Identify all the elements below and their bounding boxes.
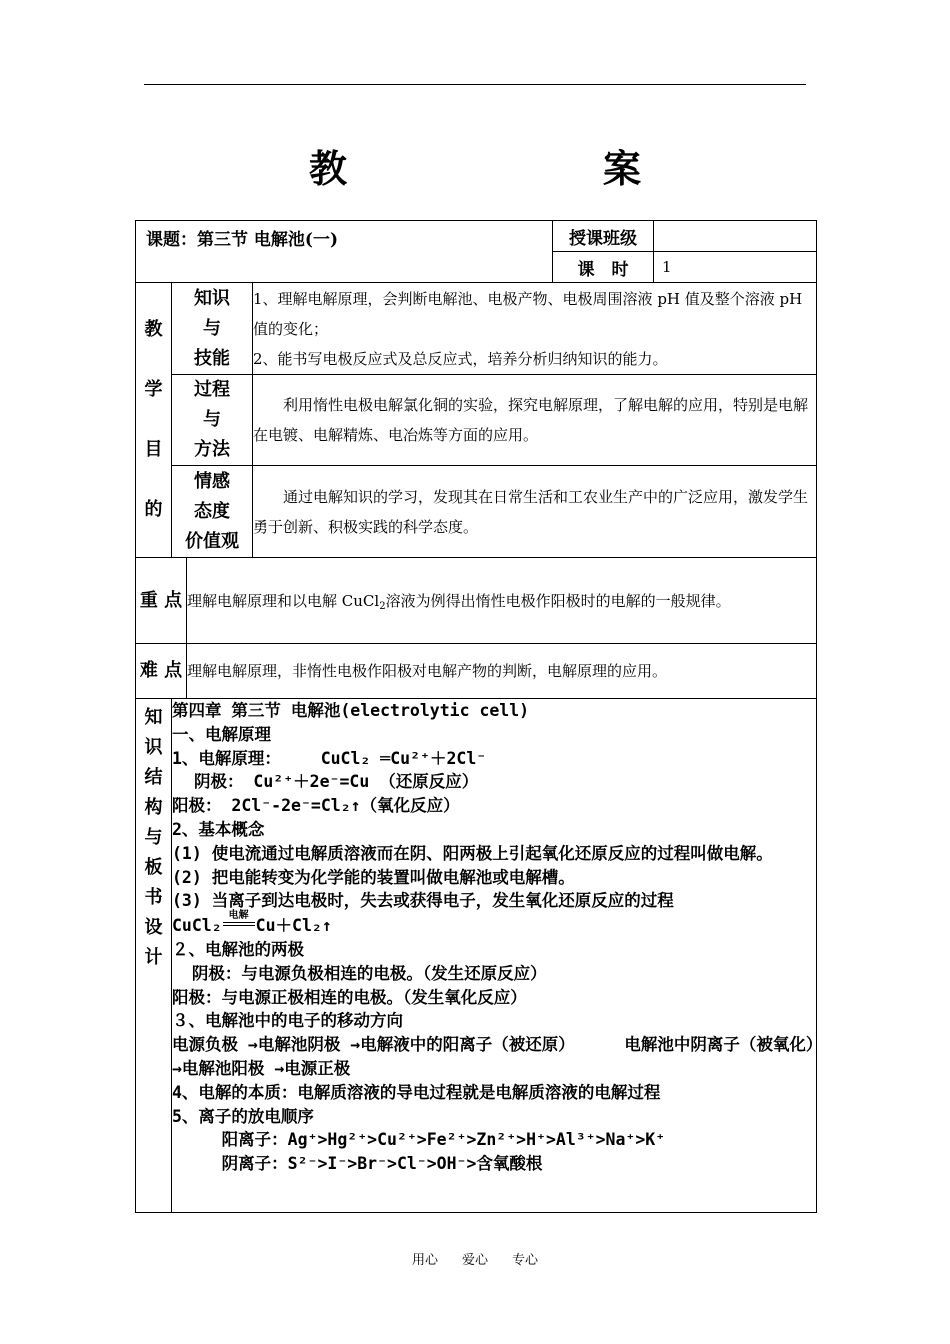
total-equation: CuCl₂ 电解 Cu＋Cl₂↑ (172, 910, 332, 936)
difficulty-label: 难 点 (136, 644, 187, 699)
class-label: 授课班级 (553, 221, 654, 252)
objective-label-skills: 知识 与 技能 (172, 283, 253, 375)
objective-label-attitude: 情感 态度 价值观 (172, 466, 253, 558)
period-label: 课 时 (553, 252, 654, 283)
objective-text-attitude: 通过电解知识的学习，发现其在日常生活和工农业生产中的广泛应用，激发学生勇于创新、积极实践的科学态度。 (253, 466, 817, 558)
topic-cell: 课题：第三节 电解池(一) (136, 221, 553, 283)
chapter-heading: 第四章 第三节 电解池(electrolytic cell) (172, 701, 530, 720)
key-point-text: 理解电解原理和以电解 CuCl$_2$溶液为例得出惰性电极作阳极时的电解的一般规律。 (187, 558, 817, 644)
objective-label-process: 过程 与 方法 (172, 375, 253, 466)
page-footer: 用心 爱心 专心 (411, 1253, 539, 1268)
objective-text-skills: 1、理解电解原理，会判断电解池、电极产物、电极周围溶液 pH 值及整个溶液 pH 值的变化； 2、能书写电极反应式及总反应式，培养分析归纳知识的能力。 (253, 283, 817, 375)
page-title: 教 案 (308, 146, 701, 191)
knowledge-content: 第四章 第三节 电解池(electrolytic cell) 一、电解原理 1、电解原理： CuCl₂ ═Cu²⁺＋2Cl⁻ 阴极： Cu²⁺＋2e⁻=Cu （还原反应） 阳极： 2Cl⁻-2e⁻=Cl₂↑（氧化反应） 2、基本概念 (1) 使电流通过电解质溶液而在阴、阳两极上引起氧化还原反应的过程叫做电解。 (2) 把电能转变为化学能的装置叫做电解池或电解槽。 (3) 当离子到达电极时，失去或获得电子，发生氧化还原反应的过程 CuCl₂ 电解 Cu＋Cl₂↑ ２、电解池的两极 阴极：与电源负极相连的电极。（发生还原反应） 阳极：与电源正极相连的电极。（发生氧化反应） ３、电解池中的电子的移动方向 电源负极 →电解池阴极 →电解液中的阳离子（被还原） 电解池中阴离子（被氧化）→电解池阳极 →电源正极 4、电解的本质：电解质溶液的导电过程就是电解质溶液的电解过程 5、离子的放电顺序 阳离子：Ag⁺>Hg²⁺>Cu²⁺>Fe²⁺>Zn²⁺>H⁺>Al³⁺>Na⁺>K⁺ 阴离子：S²⁻>I⁻>Br⁻>Cl⁻>OH⁻>含氧酸根 (172, 699, 817, 1213)
key-point-label: 重 点 (136, 558, 187, 644)
objectives-label: 教 学 目 的 (136, 283, 172, 558)
lesson-plan-table (135, 220, 817, 1213)
class-value (654, 221, 817, 252)
period-value: 1 (654, 252, 817, 283)
objective-text-process: 利用惰性电极电解氯化铜的实验，探究电解原理，了解电解的应用，特别是电解在电镀、电解精炼、电冶炼等方面的应用。 (253, 375, 817, 466)
difficulty-text: 理解电解原理，非惰性电极作阳极对电解产物的判断，电解原理的应用。 (187, 644, 817, 699)
header-rule (144, 84, 806, 85)
knowledge-label: 知 识 结 构 与 板 书 设 计 (136, 699, 172, 1213)
